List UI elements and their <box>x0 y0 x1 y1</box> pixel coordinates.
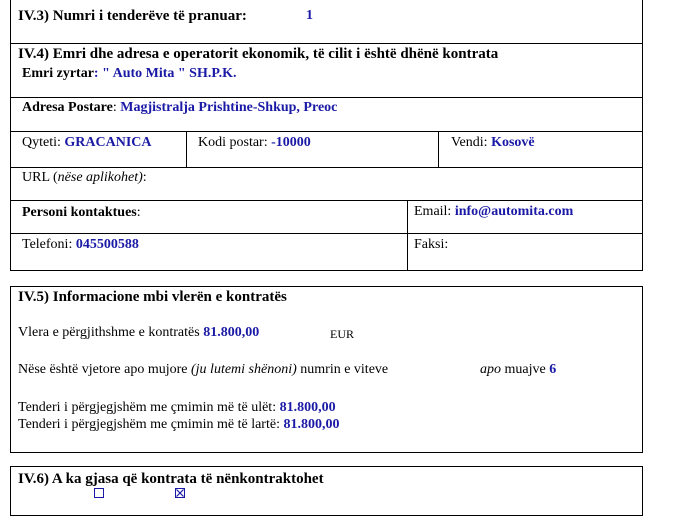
divider <box>10 200 643 201</box>
contact-person: Personi kontaktues: <box>22 205 141 220</box>
currency: EUR <box>330 327 354 341</box>
divider <box>10 97 643 98</box>
checkmark-x-icon <box>176 489 184 497</box>
section-iv3-label: IV.3) Numri i tenderëve të pranuar: <box>18 8 247 24</box>
phone: Telefoni: 045500588 <box>22 237 139 252</box>
postal-code: Kodi postar: -10000 <box>198 135 311 150</box>
annual-monthly: Nëse është vjetore apo mujore (ju lutemi shënoni) numrin e viteve <box>18 362 389 377</box>
subcontract-no-checkbox[interactable] <box>175 488 185 498</box>
lowest-price-tender: Tenderi i përgjegjshëm me çmimin më të ulët: 81.800,00 <box>18 400 336 415</box>
postal-address: Adresa Postare: Magjistralja Prishtine-Shkup, Preoc <box>22 100 338 115</box>
url-field: URL (nëse aplikohet): <box>22 170 147 185</box>
divider <box>438 131 439 167</box>
section-iv4-title: IV.4) Emri dhe adresa e operatorit ekonomik, të cilit i është dhënë kontrata <box>18 46 499 62</box>
divider <box>10 131 643 132</box>
subcontract-yes-checkbox[interactable] <box>94 488 104 498</box>
section-iv6-title: IV.6) A ka gjasa që kontrata të nënkontraktohet <box>18 471 324 487</box>
official-name: Emri zyrtar: " Auto Mita " SH.P.K. <box>22 66 237 81</box>
city: Qyteti: GRACANICA <box>22 135 152 150</box>
divider <box>10 167 643 168</box>
divider <box>407 200 408 270</box>
divider <box>186 131 187 167</box>
total-value: Vlera e përgjithshme e kontratës 81.800,00 <box>18 325 260 340</box>
tenders-count: 1 <box>306 8 313 23</box>
fax: Faksi: <box>414 237 449 252</box>
months: apo muajve 6 <box>480 362 557 377</box>
email: Email: info@automita.com <box>414 204 574 219</box>
country: Vendi: Kosovë <box>451 135 535 150</box>
divider <box>10 43 643 44</box>
highest-price-tender: Tenderi i përgjegjshëm me çmimin më të lartë: 81.800,00 <box>18 417 340 432</box>
divider <box>10 233 643 234</box>
section-iv5-title: IV.5) Informacione mbi vlerën e kontratës <box>18 289 287 305</box>
